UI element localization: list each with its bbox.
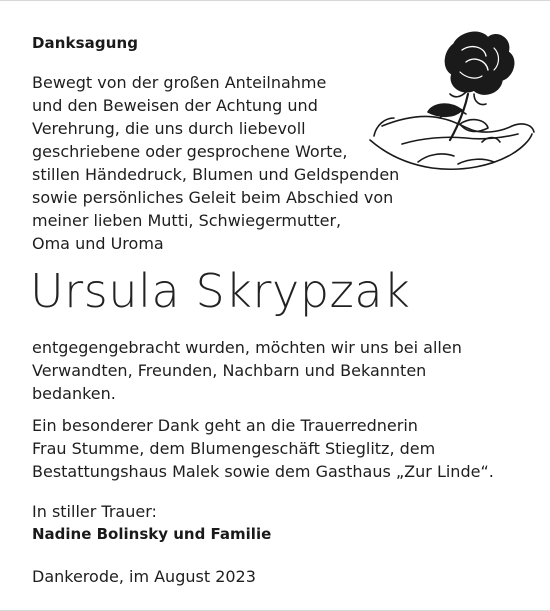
intro-paragraph: Bewegt von der großen Anteilnahme und den Beweisen der Achtung und Verehrung, die uns durch liebevoll geschriebene oder gesprochene Worte, stillen Händedruck, Blumen und Geldspenden sowie persönliches Geleit beim Abschied von meiner lieben Mutti, Schwiegermutter, Oma und Uroma — [32, 73, 400, 253]
special-thanks-paragraph: Ein besonderer Dank geht an die Trauerrednerin Frau Stumme, dem Blumengeschäft Stieglitz, dem Bestattungshaus Malek sowie dem Gasthaus „Zur Linde“. — [32, 416, 494, 481]
hands-holding-rose-icon — [362, 14, 540, 184]
top-border — [0, 0, 550, 1]
signer-name: Nadine Bolinsky und Familie — [32, 525, 272, 543]
mourning-label: In stiller Trauer: — [32, 502, 157, 521]
notice-heading: Danksagung — [32, 34, 139, 52]
place-date: Dankerode, im August 2023 — [32, 567, 256, 586]
thanks-paragraph: entgegengebracht wurden, möchten wir uns bei allen Verwandten, Freunden, Nachbarn und Bekannten bedanken. — [32, 338, 462, 403]
deceased-name: Ursula Skrypzak — [30, 264, 411, 318]
